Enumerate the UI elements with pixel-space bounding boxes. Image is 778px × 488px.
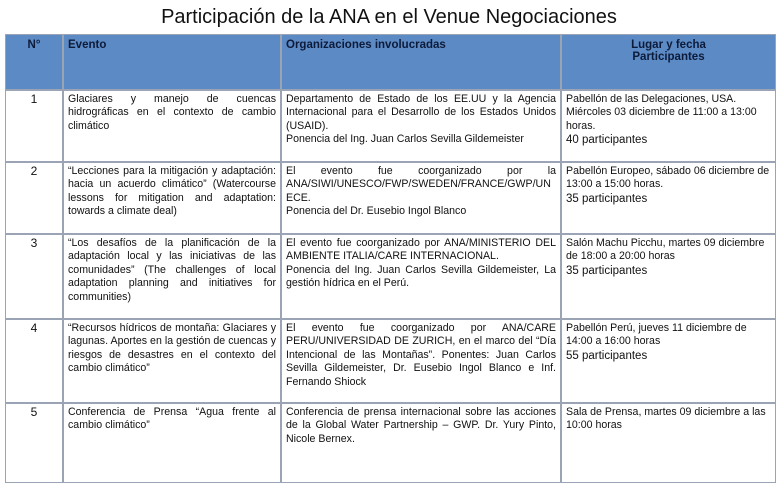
row-org-text: El evento fue coorganizado por ANA/MINISTERIO DEL AMBIENTE ITALIA/CARE INTERNACIONAL. bbox=[286, 237, 556, 263]
column-header-lugar-line2: Participantes bbox=[632, 51, 705, 63]
row-number: 5 bbox=[5, 403, 63, 483]
row-lugar bbox=[561, 162, 776, 234]
row-lugar bbox=[561, 234, 776, 319]
row-organizaciones bbox=[281, 234, 561, 319]
page-title: Participación de la ANA en el Venue Negociaciones bbox=[161, 6, 617, 28]
column-header-lugar-line1: Lugar y fecha bbox=[631, 39, 706, 51]
row-participantes: 35 participantes bbox=[566, 192, 648, 205]
row-participantes: 40 participantes bbox=[566, 134, 648, 147]
column-header-organizaciones: Organizaciones involucradas bbox=[281, 34, 561, 90]
row-org-text: Conferencia de prensa internacional sobre las acciones de la Global Water Partnership – GWP. Dr. Yury Pinto, Nicole Bernex. bbox=[286, 406, 556, 445]
row-evento: Conferencia de Prensa “Agua frente al cambio climático” bbox=[63, 403, 281, 483]
row-lugar bbox=[561, 403, 776, 483]
table-row bbox=[5, 319, 776, 403]
row-lugar-text: Sala de Prensa, martes 09 diciembre a las 10:00 horas bbox=[566, 406, 766, 432]
row-lugar bbox=[561, 90, 776, 162]
row-lugar bbox=[561, 319, 776, 403]
row-org-ponencia: Ponencia del Ing. Juan Carlos Sevilla Gildemeister, La gestión hídrica en el Perú. bbox=[286, 263, 556, 290]
row-lugar-text: Salón Machu Picchu, martes 09 diciembre de 18:00 a 20:00 horas bbox=[566, 237, 765, 263]
column-header-num: N° bbox=[5, 34, 63, 90]
row-participantes: 55 participantes bbox=[566, 349, 648, 362]
row-org-ponencia: Ponencia del Dr. Eusebio Ingol Blanco bbox=[286, 205, 467, 218]
row-organizaciones bbox=[281, 162, 561, 234]
row-organizaciones bbox=[281, 403, 561, 483]
row-evento: “Lecciones para la mitigación y adaptación: hacia un acuerdo climático” (Watercourse lessons for mitigation and adaptation: towards a climate deal) bbox=[63, 162, 281, 234]
table-row bbox=[5, 162, 776, 234]
row-participantes: 35 participantes bbox=[566, 264, 648, 277]
row-lugar-text: Pabellón Perú, jueves 11 diciembre de 14:00 a 16:00 horas bbox=[566, 322, 747, 348]
row-evento: “Recursos hídricos de montaña: Glaciares y lagunas. Aportes en la gestión de cuencas y riesgos de desastres en el contexto del cambio climático” bbox=[63, 319, 281, 403]
row-number: 1 bbox=[5, 90, 63, 162]
table-row bbox=[5, 403, 776, 483]
row-lugar-text: Pabellón de las Delegaciones, USA. Miércoles 03 diciembre de 11:00 a 13:00 horas. bbox=[566, 93, 757, 132]
row-organizaciones bbox=[281, 90, 561, 162]
row-number: 3 bbox=[5, 234, 63, 319]
row-org-text: Departamento de Estado de los EE.UU y la Agencia Internacional para el Desarrollo de los Estados Unidos (USAID). bbox=[286, 93, 556, 132]
row-org-ponencia: Ponencia del Ing. Juan Carlos Sevilla Gildemeister bbox=[286, 133, 524, 146]
row-org-text: El evento fue coorganizado por ANA/CARE PERU/UNIVERSIDAD DE ZURICH, en el marco del “Día Intencional de las Montañas”. Ponentes: Juan Carlos Sevilla Gildemeister, Dr. Eusebio Ingol Blanco e Inf. Fernando Shiock bbox=[286, 322, 556, 388]
row-lugar-text: Pabellón Europeo, sábado 06 diciembre de 13:00 a 15:00 horas. bbox=[566, 165, 770, 191]
events-table bbox=[5, 34, 776, 483]
row-number: 4 bbox=[5, 319, 63, 403]
column-header-lugar bbox=[561, 34, 776, 90]
table-header-row bbox=[5, 34, 776, 90]
table-row bbox=[5, 90, 776, 162]
table-row bbox=[5, 234, 776, 319]
row-evento: “Los desafíos de la planificación de la adaptación local y las iniciativas de las comunidades” (The challenges of local adaptation planning and initiatives for communities) bbox=[63, 234, 281, 319]
row-organizaciones bbox=[281, 319, 561, 403]
column-header-evento: Evento bbox=[63, 34, 281, 90]
row-org-text: El evento fue coorganizado por la ANA/SIWI/UNESCO/FWP/SWEDEN/FRANCE/GWP/UN ECE. bbox=[286, 165, 556, 204]
row-evento: Glaciares y manejo de cuencas hidrográficas en el contexto de cambio climático bbox=[63, 90, 281, 162]
row-number: 2 bbox=[5, 162, 63, 234]
